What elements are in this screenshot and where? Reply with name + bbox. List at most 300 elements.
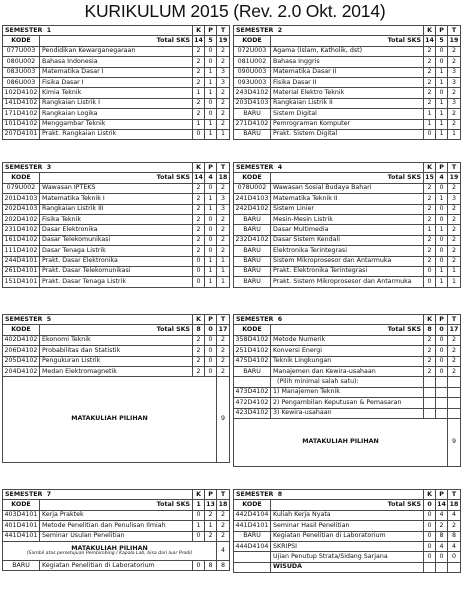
- course-code: 081U002: [234, 57, 271, 67]
- col-k-header: K: [424, 163, 436, 173]
- course-k: 2: [424, 335, 436, 345]
- total-sks-label: Total SKS: [271, 325, 424, 335]
- option-name: 2) Pengambilan Keputusan & Pemasaran: [271, 398, 424, 408]
- course-p: 0: [205, 356, 217, 366]
- course-code: BARU: [234, 277, 271, 287]
- course-k: 0: [424, 277, 436, 287]
- course-t: 2: [217, 109, 230, 119]
- course-k: 2: [193, 214, 205, 224]
- course-t: 2: [217, 521, 230, 531]
- course-k: 1: [424, 119, 436, 129]
- course-name: Material Elektro Teknik: [271, 88, 424, 98]
- course-name: Ujian Penutup Strata/Sidang Sarjana: [271, 552, 424, 562]
- course-p: 1: [436, 277, 448, 287]
- course-row: [234, 98, 461, 108]
- course-p: 0: [436, 366, 448, 376]
- semester-number: 5: [46, 315, 52, 323]
- semester-label: [3, 163, 193, 173]
- course-k: 2: [193, 346, 205, 356]
- course-t: 2: [217, 88, 230, 98]
- col-t-header: T: [448, 490, 461, 500]
- col-k-header: K: [193, 315, 205, 325]
- course-p: 4: [436, 541, 448, 551]
- col-k-header: K: [193, 163, 205, 173]
- total-sks-label: Total SKS: [40, 36, 193, 46]
- course-t: 1: [217, 129, 230, 139]
- course-t: 2: [217, 510, 230, 520]
- course-t: 3: [448, 194, 461, 204]
- semester-word: SEMESTER: [236, 26, 274, 34]
- semester-word: SEMESTER: [236, 163, 274, 171]
- column-header: [234, 325, 461, 335]
- course-p: 0: [205, 109, 217, 119]
- sem4-table: [233, 162, 461, 288]
- semester-word: SEMESTER: [5, 26, 43, 34]
- course-k: 1: [424, 109, 436, 119]
- total-k: 14: [193, 36, 205, 46]
- course-t: 2: [448, 366, 461, 376]
- col-p-header: P: [205, 490, 217, 500]
- course-code: 206D4102: [3, 346, 40, 356]
- course-p: 1: [205, 266, 217, 276]
- pilih-note-row: [234, 377, 461, 387]
- course-k: 2: [193, 225, 205, 235]
- course-name: Pendidikan Kewarganegaraan: [40, 46, 193, 56]
- course-t: 2: [448, 214, 461, 224]
- course-row: [234, 541, 461, 551]
- total-k: 15: [424, 173, 436, 183]
- course-name: Sistem Linier: [271, 204, 424, 214]
- course-row: [234, 266, 461, 276]
- course-name: Kuliah Kerja Nyata: [271, 510, 424, 520]
- course-code: 161D4102: [3, 235, 40, 245]
- page-title: KURIKULUM 2015 (Rev. 2.0 Okt. 2014): [84, 1, 386, 21]
- course-k: 1: [193, 88, 205, 98]
- course-row: [3, 67, 230, 77]
- course-name: Agama (Islam, Katholik, dst): [271, 46, 424, 56]
- course-k: 2: [193, 98, 205, 108]
- course-row: [234, 183, 461, 193]
- course-row: [234, 366, 461, 376]
- course-k: 1: [193, 119, 205, 129]
- course-name: Probabilitas dan Statistik: [40, 346, 193, 356]
- course-code: 090U003: [234, 67, 271, 77]
- sem6-table: [233, 314, 461, 467]
- course-k: 2: [424, 98, 436, 108]
- column-header: [234, 500, 461, 510]
- total-k: 14: [424, 36, 436, 46]
- course-name: Prakt. Dasar Tenaga Listrik: [40, 277, 193, 287]
- course-code: BARU: [234, 246, 271, 256]
- course-code: 243D4102: [234, 88, 271, 98]
- course-name: Seminar Hasil Penelitian: [271, 521, 424, 531]
- course-code: 141D4102: [3, 98, 40, 108]
- col-k-header: K: [424, 315, 436, 325]
- course-row: [3, 235, 230, 245]
- course-t: 1: [217, 256, 230, 266]
- course-code: 086U003: [3, 77, 40, 87]
- course-p: 0: [205, 57, 217, 67]
- course-name: Manajemen dan Kewira-usahaan: [271, 366, 424, 376]
- course-p: 8: [205, 560, 217, 570]
- course-t: 2: [448, 57, 461, 67]
- course-t: 1: [448, 277, 461, 287]
- course-code: 205D4102: [3, 356, 40, 366]
- course-k: 2: [193, 366, 205, 376]
- course-code: 442D4104: [234, 510, 271, 520]
- course-k: 2: [424, 366, 436, 376]
- course-row: [3, 335, 230, 345]
- semester-number: 7: [46, 490, 52, 498]
- blank-cell: [448, 398, 461, 408]
- total-p: 13: [205, 500, 217, 510]
- semester-word: SEMESTER: [5, 315, 43, 323]
- course-p: 2: [205, 531, 217, 541]
- col-kode-header: KODE: [3, 325, 40, 335]
- course-name: Fisika Teknik: [40, 214, 193, 224]
- course-code: 079U002: [3, 183, 40, 193]
- course-t: 2: [448, 256, 461, 266]
- course-row: [3, 356, 230, 366]
- course-k: 0: [193, 277, 205, 287]
- col-p-header: P: [436, 163, 448, 173]
- course-p: 0: [436, 183, 448, 193]
- course-t: 2: [448, 225, 461, 235]
- col-p-header: P: [436, 490, 448, 500]
- sem2-table: [233, 25, 461, 140]
- semester-header: [234, 315, 461, 325]
- course-row: [3, 246, 230, 256]
- semester-header: [3, 163, 230, 173]
- blank-cell: [436, 408, 448, 418]
- semester-number: 8: [277, 490, 283, 498]
- course-p: 1: [436, 119, 448, 129]
- course-p: 0: [436, 57, 448, 67]
- course-row: [3, 88, 230, 98]
- course-code: 078U002: [234, 183, 271, 193]
- course-t: 3: [217, 77, 230, 87]
- course-code: BARU: [234, 256, 271, 266]
- total-p: 0: [436, 325, 448, 335]
- course-p: 1: [436, 194, 448, 204]
- course-code: 203D4103: [234, 98, 271, 108]
- course-name: Kegiatan Penelitian di Laboratorium: [40, 560, 193, 570]
- course-t: 2: [217, 57, 230, 67]
- course-row: [3, 119, 230, 129]
- course-k: 0: [193, 266, 205, 276]
- course-t: 2: [448, 356, 461, 366]
- semester-word: SEMESTER: [236, 490, 274, 498]
- course-t: 3: [448, 67, 461, 77]
- course-p: 1: [205, 277, 217, 287]
- course-t: 3: [217, 194, 230, 204]
- col-t-header: T: [217, 163, 230, 173]
- course-t: 2: [217, 46, 230, 56]
- course-code: BARU: [234, 531, 271, 541]
- course-k: 0: [424, 510, 436, 520]
- course-p: 0: [436, 356, 448, 366]
- course-name: WISUDA: [271, 562, 424, 572]
- course-row: [3, 225, 230, 235]
- course-t: 2: [448, 119, 461, 129]
- course-name: Seminar Usulan Penelitian: [40, 531, 193, 541]
- course-code: 080U002: [3, 57, 40, 67]
- course-row: [234, 335, 461, 345]
- course-name: Dasar Tenaga Listrik: [40, 246, 193, 256]
- semester-header: [234, 26, 461, 36]
- total-t: 19: [448, 36, 461, 46]
- course-row: [234, 346, 461, 356]
- blank-cell: [436, 387, 448, 397]
- semester-header: [234, 490, 461, 500]
- sem1-table: [2, 25, 230, 140]
- course-name: Fisika Dasar I: [40, 77, 193, 87]
- course-k: 2: [424, 356, 436, 366]
- course-p: 1: [436, 266, 448, 276]
- course-row: [3, 521, 230, 531]
- course-name: Prakt. Rangkaian Listrik: [40, 129, 193, 139]
- semester-header: [3, 315, 230, 325]
- col-p-header: P: [205, 315, 217, 325]
- course-t: 2: [448, 335, 461, 345]
- col-kode-header: KODE: [234, 36, 271, 46]
- elective-block: [3, 377, 230, 463]
- elective-label: MATAKULIAH PILIHAN: [234, 418, 448, 466]
- course-row: [234, 57, 461, 67]
- course-t: 2: [217, 246, 230, 256]
- course-t: 2: [217, 214, 230, 224]
- semester-label: [3, 490, 193, 500]
- course-name: Prakt. Dasar Telekomunikasi: [40, 266, 193, 276]
- total-sks-label: Total SKS: [40, 173, 193, 183]
- course-p: 1: [205, 204, 217, 214]
- col-t-header: T: [217, 490, 230, 500]
- course-name: Prakt. Sistem Digital: [271, 129, 424, 139]
- semester-number: 4: [277, 163, 283, 171]
- course-row: [234, 194, 461, 204]
- semester-label: [3, 26, 193, 36]
- course-code: BARU: [234, 129, 271, 139]
- course-k: 2: [424, 88, 436, 98]
- course-t: 4: [448, 541, 461, 551]
- course-name: Dasar Multimedia: [271, 225, 424, 235]
- course-k: 0: [424, 541, 436, 551]
- course-name: Rangkaian Listrik I: [40, 98, 193, 108]
- course-p: 1: [436, 109, 448, 119]
- total-k: 1: [193, 500, 205, 510]
- total-t: 18: [448, 500, 461, 510]
- total-t: 17: [217, 325, 230, 335]
- course-k: 0: [193, 531, 205, 541]
- col-k-header: K: [193, 490, 205, 500]
- course-k: 2: [193, 109, 205, 119]
- course-code: 232D4102: [234, 235, 271, 245]
- course-row: [234, 77, 461, 87]
- course-t: 2: [448, 346, 461, 356]
- course-name: Kerja Praktek: [40, 510, 193, 520]
- course-row: [3, 214, 230, 224]
- course-t: 2: [448, 235, 461, 245]
- course-code: BARU: [234, 109, 271, 119]
- course-row: [234, 225, 461, 235]
- course-code: 251D4102: [234, 346, 271, 356]
- course-p: 0: [205, 98, 217, 108]
- course-code: 083U003: [3, 67, 40, 77]
- course-name: Teknik Lingkungan: [271, 356, 424, 366]
- col-p-header: P: [436, 26, 448, 36]
- option-code: 472D4102: [234, 398, 271, 408]
- course-code: 358D4102: [234, 335, 271, 345]
- course-t: 2: [217, 366, 230, 376]
- course-row: [234, 129, 461, 139]
- course-t: 3: [448, 77, 461, 87]
- course-row: [234, 531, 461, 541]
- course-code: 093U003: [234, 77, 271, 87]
- semester-word: SEMESTER: [5, 163, 43, 171]
- course-p: 0: [205, 335, 217, 345]
- course-code: 202D4102: [3, 214, 40, 224]
- semester-header: [3, 490, 230, 500]
- course-p: 1: [205, 77, 217, 87]
- course-row: [3, 256, 230, 266]
- semester-word: SEMESTER: [5, 490, 43, 498]
- course-code: 402D4102: [3, 335, 40, 345]
- course-code: 231D4102: [3, 225, 40, 235]
- course-row: [3, 277, 230, 287]
- total-k: 8: [424, 325, 436, 335]
- course-t: [448, 562, 461, 572]
- course-name: Rangkaian Listrik III: [40, 204, 193, 214]
- semester-number: 6: [277, 315, 283, 323]
- course-name: Dasar Elektronika: [40, 225, 193, 235]
- course-t: 2: [448, 46, 461, 56]
- course-name: Wawasan IPTEKS: [40, 183, 193, 193]
- course-name: Sistem Mikroprosesor dan Antarmuka: [271, 256, 424, 266]
- total-k: 8: [193, 325, 205, 335]
- course-name: Dasar Sistem Kendali: [271, 235, 424, 245]
- pilih-note: (Pilih minimal salah satu):: [271, 377, 424, 387]
- col-t-header: T: [448, 315, 461, 325]
- total-p: 0: [205, 325, 217, 335]
- col-kode-header: KODE: [3, 500, 40, 510]
- course-code: 102D4102: [3, 88, 40, 98]
- column-header: [3, 500, 230, 510]
- course-p: 1: [205, 129, 217, 139]
- course-row: [234, 119, 461, 129]
- course-t: 8: [217, 560, 230, 570]
- course-row: [3, 510, 230, 520]
- course-code: 202D4103: [3, 204, 40, 214]
- total-p: 14: [436, 500, 448, 510]
- course-p: 1: [205, 194, 217, 204]
- course-name: Elektronika Terintegrasi: [271, 246, 424, 256]
- course-p: 0: [436, 246, 448, 256]
- course-k: 2: [193, 67, 205, 77]
- course-name: Rangkaian Logika: [40, 109, 193, 119]
- total-sks-label: Total SKS: [271, 36, 424, 46]
- course-row: [234, 235, 461, 245]
- course-name: Matematika Dasar I: [40, 67, 193, 77]
- column-header: [3, 325, 230, 335]
- course-row: [234, 521, 461, 531]
- course-name: Prakt. Elektronika Terintegrasi: [271, 266, 424, 276]
- course-t: 2: [217, 531, 230, 541]
- course-row: [3, 531, 230, 541]
- course-k: 2: [424, 57, 436, 67]
- option-code: 473D4102: [234, 387, 271, 397]
- total-k: 14: [193, 173, 205, 183]
- course-k: 2: [424, 256, 436, 266]
- course-k: 1: [193, 521, 205, 531]
- total-t: 18: [217, 500, 230, 510]
- col-kode-header: KODE: [3, 36, 40, 46]
- course-p: 1: [205, 88, 217, 98]
- total-sks-label: Total SKS: [271, 173, 424, 183]
- course-code: 441D4101: [234, 521, 271, 531]
- blank-cell: [234, 377, 271, 387]
- semester-number: 3: [46, 163, 52, 171]
- blank-cell: [436, 377, 448, 387]
- course-p: 0: [436, 335, 448, 345]
- course-p: 0: [205, 46, 217, 56]
- course-p: 0: [436, 46, 448, 56]
- course-code: 261D4101: [3, 266, 40, 276]
- course-k: 2: [424, 183, 436, 193]
- col-p-header: P: [205, 26, 217, 36]
- course-t: 2: [217, 183, 230, 193]
- course-t: 2: [217, 235, 230, 245]
- course-row: [3, 98, 230, 108]
- course-k: 2: [193, 77, 205, 87]
- course-p: 2: [436, 521, 448, 531]
- column-header: [3, 36, 230, 46]
- course-t: 4: [448, 510, 461, 520]
- total-sks-label: Total SKS: [40, 500, 193, 510]
- elective-label: MATAKULIAH PILIHAN: [3, 377, 217, 463]
- course-name: Konversi Energi: [271, 346, 424, 356]
- course-t: 2: [217, 335, 230, 345]
- course-t: 0: [448, 552, 461, 562]
- course-t: 2: [448, 109, 461, 119]
- course-row: [234, 552, 461, 562]
- course-k: 2: [424, 67, 436, 77]
- course-p: 8: [436, 531, 448, 541]
- blank-cell: [448, 387, 461, 397]
- course-k: 0: [424, 552, 436, 562]
- semester-number: 1: [46, 26, 52, 34]
- total-k: 0: [424, 500, 436, 510]
- course-p: 0: [436, 204, 448, 214]
- col-k-header: K: [193, 26, 205, 36]
- course-row: [3, 183, 230, 193]
- course-t: 2: [217, 119, 230, 129]
- course-t: 2: [448, 88, 461, 98]
- course-t: 3: [217, 67, 230, 77]
- course-name: Mesin-Mesin Listrik: [271, 214, 424, 224]
- course-p: 0: [205, 235, 217, 245]
- option-name: 1) Manajemen Teknik: [271, 387, 424, 397]
- course-name: Ekonomi Teknik: [40, 335, 193, 345]
- elective-sks: 9: [217, 377, 230, 463]
- course-k: 2: [193, 246, 205, 256]
- course-code: 201D4103: [3, 194, 40, 204]
- course-row: [234, 510, 461, 520]
- course-row: [3, 560, 230, 570]
- sem5-table: [2, 314, 230, 463]
- course-k: 2: [193, 46, 205, 56]
- course-t: 2: [217, 225, 230, 235]
- col-k-header: K: [424, 490, 436, 500]
